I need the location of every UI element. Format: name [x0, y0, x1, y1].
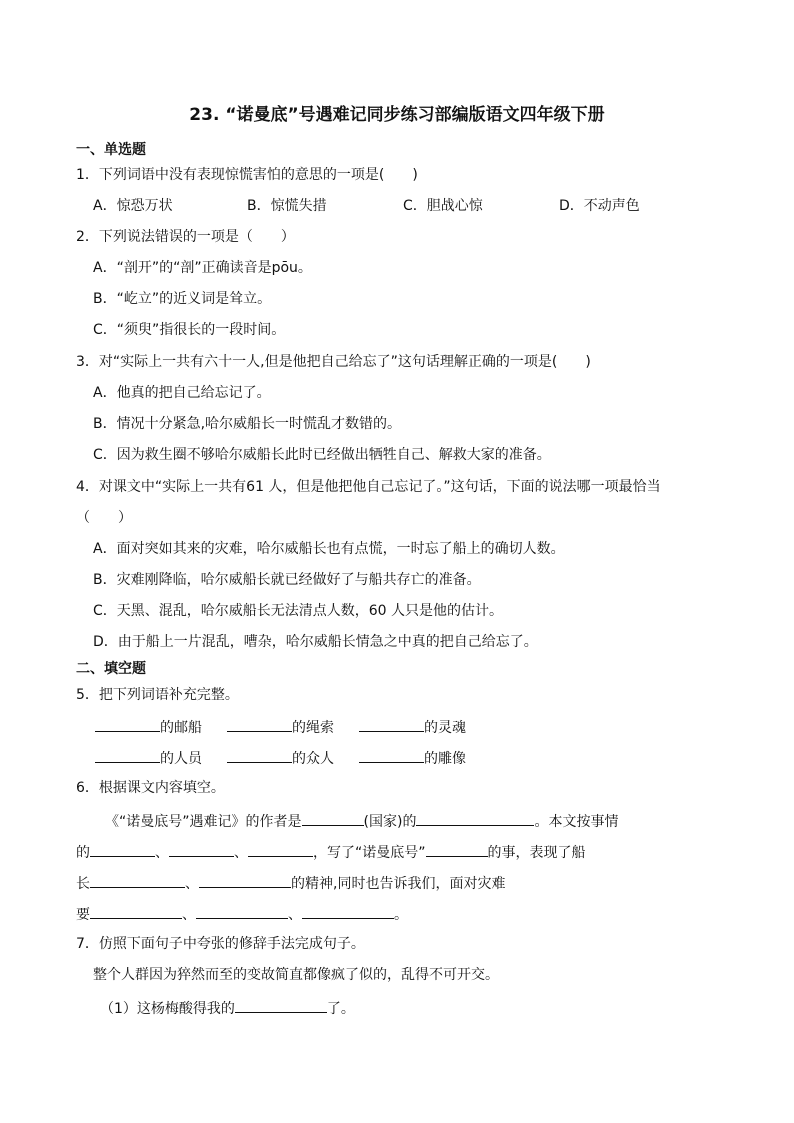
q1-option-d[interactable]: D．不动声色 — [559, 198, 640, 214]
q6-text: 的事，表现了船 — [487, 845, 586, 861]
q1-option-b[interactable]: B．惊慌失措 — [247, 198, 327, 214]
q4-option-b[interactable]: B．灾难刚降临，哈尔威船长就已经做好了与船共存亡的准备。 — [93, 572, 481, 588]
q3-option-c[interactable]: C．因为救生圈不够哈尔威船长此时已经做出牺牲自己、解救大家的准备。 — [93, 447, 551, 463]
q5-word-4: 的人员 — [160, 751, 202, 767]
q6-text: 、 — [155, 845, 169, 861]
q6-blank-order-2[interactable] — [169, 841, 234, 857]
q6-text: 长 — [76, 876, 90, 892]
q1-option-c[interactable]: C．胆战心惊 — [403, 198, 483, 214]
q5-word-3: 的灵魂 — [424, 720, 466, 736]
q4-option-c[interactable]: C．天黑、混乱，哈尔威船长无法清点人数，60 人只是他的估计。 — [93, 603, 504, 619]
q5-word-2: 的绳索 — [292, 720, 334, 736]
q3-option-b[interactable]: B．情况十分紧急,哈尔威船长一时慌乱才数错的。 — [93, 416, 402, 432]
section-heading-fill-in: 二、填空题 — [76, 661, 146, 677]
q6-blank-order-3[interactable] — [248, 841, 313, 857]
q4-option-a[interactable]: A．面对突如其来的灾难，哈尔威船长也有点慌，一时忘了船上的确切人数。 — [93, 541, 565, 557]
q6-text: 要 — [76, 907, 90, 923]
q6-text: 、 — [185, 876, 199, 892]
question-3-stem: 3．对“实际上一共有六十一人,但是他把自己给忘了”这句话理解正确的一项是( ) — [76, 354, 591, 370]
q5-blank-5[interactable] — [227, 747, 292, 763]
q5-blank-2[interactable] — [227, 716, 292, 732]
q6-text: 、 — [288, 907, 302, 923]
q6-text: 、 — [234, 845, 248, 861]
q6-blank-spirit-1[interactable] — [90, 872, 185, 888]
q6-line-4 — [76, 903, 408, 925]
q6-text: 、 — [182, 907, 196, 923]
question-2-stem: 2．下列说法错误的一项是（ ） — [76, 229, 295, 245]
q6-text: ，写了“诺曼底号” — [313, 845, 426, 861]
q4-option-d[interactable]: D．由于船上一片混乱，嘈杂，哈尔威船长情急之中真的把自己给忘了。 — [93, 634, 538, 650]
page-title: 23. “诺曼底”号遇难记同步练习部编版语文四年级下册 — [189, 105, 605, 125]
q2-option-c[interactable]: C．“须臾”指很长的一段时间。 — [93, 322, 286, 338]
q6-blank-event[interactable] — [426, 841, 488, 857]
question-1-stem: 1．下列词语中没有表现惊慌害怕的意思的一项是( ) — [76, 167, 418, 183]
q6-blank-profession[interactable] — [416, 810, 534, 826]
q5-row-2 — [93, 747, 513, 767]
question-4-stem: 4．对课文中“实际上一共有61 人，但是他把他自己忘记了。”这句话，下面的说法哪一项最恰当 — [76, 479, 661, 495]
q7-item-1 — [100, 997, 355, 1019]
q5-blank-4[interactable] — [95, 747, 160, 763]
q6-line-1 — [105, 810, 618, 832]
q6-line-3 — [76, 872, 505, 894]
q6-blank-lesson-1[interactable] — [90, 903, 182, 919]
q6-blank-lesson-2[interactable] — [196, 903, 288, 919]
q5-blank-6[interactable] — [359, 747, 424, 763]
q6-text: 的 — [76, 845, 90, 861]
q6-blank-order-1[interactable] — [90, 841, 155, 857]
question-1-options — [93, 196, 713, 216]
q6-blank-lesson-3[interactable] — [302, 903, 394, 919]
q7-blank-1[interactable] — [235, 997, 327, 1013]
question-4-answer-bracket: （ ） — [76, 510, 132, 526]
q3-option-a[interactable]: A．他真的把自己给忘记了。 — [93, 385, 271, 401]
q6-text: 。 — [394, 907, 408, 923]
q5-word-6: 的雕像 — [424, 751, 466, 767]
q5-row-1 — [93, 716, 513, 736]
q6-text: 。本文按事情 — [534, 814, 619, 830]
question-6-stem: 6．根据课文内容填空。 — [76, 780, 225, 796]
q6-text: 的精神,同时也告诉我们，面对灾难 — [291, 876, 506, 892]
q1-option-a[interactable]: A．惊恐万状 — [93, 198, 173, 214]
q5-blank-1[interactable] — [95, 716, 160, 732]
q5-blank-3[interactable] — [359, 716, 424, 732]
q6-blank-author[interactable] — [302, 810, 364, 826]
q5-word-5: 的众人 — [292, 751, 334, 767]
q7-text: 了。 — [326, 1001, 355, 1017]
q6-line-2 — [76, 841, 586, 863]
q7-text: （1）这杨梅酸得我的 — [100, 1001, 235, 1017]
q7-example-sentence: 整个人群因为猝然而至的变故简直都像疯了似的，乱得不可开交。 — [93, 967, 499, 983]
q6-blank-spirit-2[interactable] — [199, 872, 291, 888]
q2-option-b[interactable]: B．“屹立”的近义词是耸立。 — [93, 291, 272, 307]
question-7-stem: 7．仿照下面句子中夸张的修辞手法完成句子。 — [76, 936, 365, 952]
section-heading-single-choice: 一、单选题 — [76, 142, 146, 158]
question-5-stem: 5．把下列词语补充完整。 — [76, 687, 239, 703]
q5-word-1: 的邮船 — [160, 720, 202, 736]
q6-text: 《“诺曼底号”遇难记》的作者是 — [105, 814, 302, 830]
q6-text: (国家)的 — [363, 814, 417, 830]
q2-option-a[interactable]: A．“剖开”的“剖”正确读音是pōu。 — [93, 260, 312, 276]
